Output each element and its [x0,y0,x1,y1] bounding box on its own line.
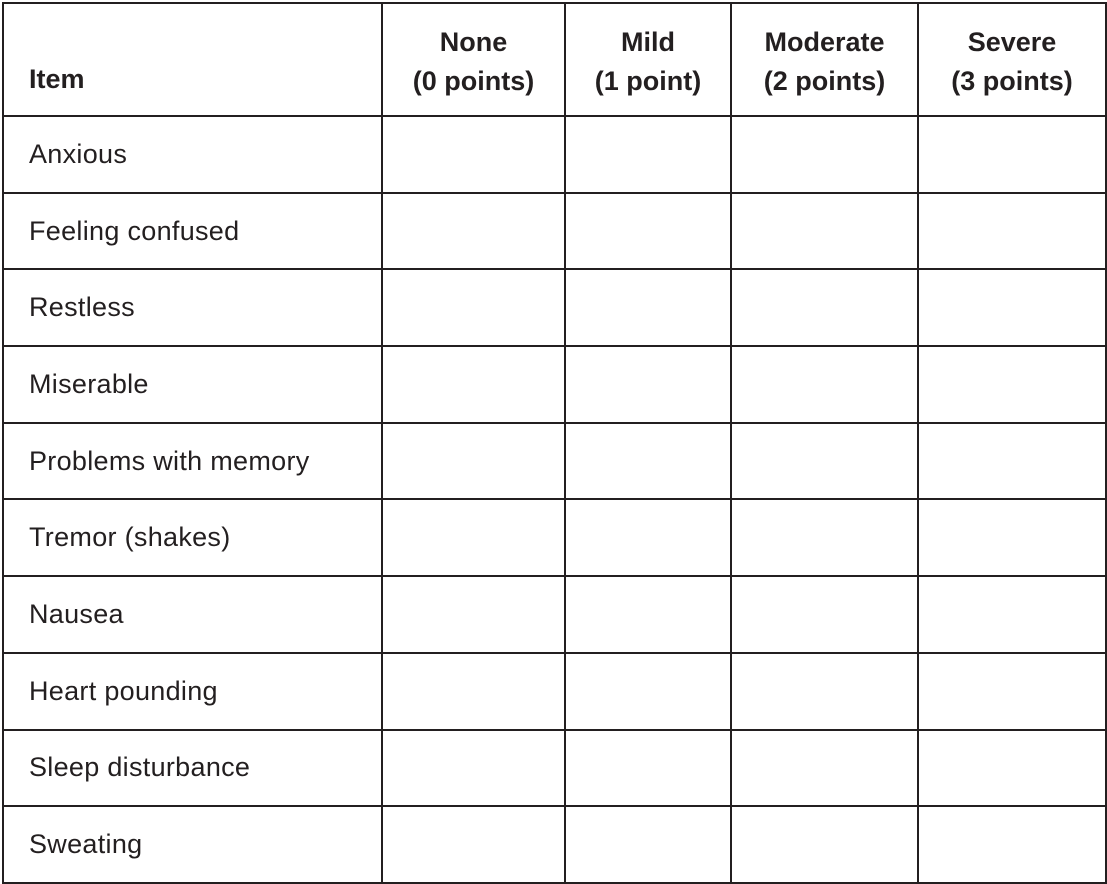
table-row [3,116,1106,193]
rating-cell-mild[interactable] [565,730,731,807]
rating-cell-mild[interactable] [565,653,731,730]
rating-cell-moderate[interactable] [731,499,918,576]
item-label: Sleep disturbance [3,730,382,807]
table-row [3,576,1106,653]
level-points: (1 point) [594,66,702,96]
column-header-moderate [731,3,918,116]
column-header-none [382,3,565,116]
rating-cell-mild[interactable] [565,499,731,576]
level-points: (0 points) [412,66,535,96]
table-body [3,116,1106,883]
item-label: Anxious [3,116,382,193]
item-label: Nausea [3,576,382,653]
rating-cell-none[interactable] [382,116,565,193]
rating-cell-moderate[interactable] [731,806,918,883]
rating-cell-mild[interactable] [565,193,731,270]
rating-cell-severe[interactable] [918,269,1106,346]
rating-cell-none[interactable] [382,730,565,807]
rating-cell-mild[interactable] [565,116,731,193]
rating-cell-none[interactable] [382,269,565,346]
rating-cell-moderate[interactable] [731,653,918,730]
rating-cell-none[interactable] [382,346,565,423]
item-label: Tremor (shakes) [3,499,382,576]
rating-cell-none[interactable] [382,653,565,730]
table-row [3,423,1106,500]
rating-cell-moderate[interactable] [731,346,918,423]
item-column-header: Item [3,3,382,116]
rating-cell-severe[interactable] [918,193,1106,270]
column-header-mild [565,3,731,116]
rating-cell-moderate[interactable] [731,269,918,346]
item-label: Miserable [3,346,382,423]
level-name: None [439,27,508,57]
rating-cell-severe[interactable] [918,576,1106,653]
table-row [3,806,1106,883]
rating-cell-mild[interactable] [565,346,731,423]
rating-cell-severe[interactable] [918,116,1106,193]
column-header-severe [918,3,1106,116]
rating-cell-mild[interactable] [565,576,731,653]
table-row [3,653,1106,730]
table-row [3,499,1106,576]
rating-cell-moderate[interactable] [731,116,918,193]
rating-cell-moderate[interactable] [731,730,918,807]
rating-cell-severe[interactable] [918,806,1106,883]
rating-cell-none[interactable] [382,576,565,653]
table-row [3,730,1106,807]
rating-cell-moderate[interactable] [731,423,918,500]
rating-cell-severe[interactable] [918,653,1106,730]
rating-cell-severe[interactable] [918,346,1106,423]
table-row [3,346,1106,423]
item-label: Problems with memory [3,423,382,500]
item-label: Feeling confused [3,193,382,270]
rating-cell-mild[interactable] [565,269,731,346]
table-row [3,269,1106,346]
rating-cell-moderate[interactable] [731,576,918,653]
rating-cell-none[interactable] [382,193,565,270]
level-points: (3 points) [951,66,1073,96]
item-label: Heart pounding [3,653,382,730]
rating-cell-severe[interactable] [918,423,1106,500]
level-name: Moderate [764,27,885,57]
rating-cell-none[interactable] [382,806,565,883]
rating-cell-severe[interactable] [918,730,1106,807]
rating-cell-severe[interactable] [918,499,1106,576]
rating-cell-none[interactable] [382,423,565,500]
item-label: Restless [3,269,382,346]
level-name: Mild [621,27,675,57]
level-name: Severe [967,27,1057,57]
symptom-rating-table [2,2,1107,884]
item-label: Sweating [3,806,382,883]
rating-cell-mild[interactable] [565,806,731,883]
level-points: (2 points) [763,66,886,96]
table-header-row [3,3,1106,116]
rating-cell-moderate[interactable] [731,193,918,270]
table-row [3,193,1106,270]
rating-cell-none[interactable] [382,499,565,576]
rating-cell-mild[interactable] [565,423,731,500]
